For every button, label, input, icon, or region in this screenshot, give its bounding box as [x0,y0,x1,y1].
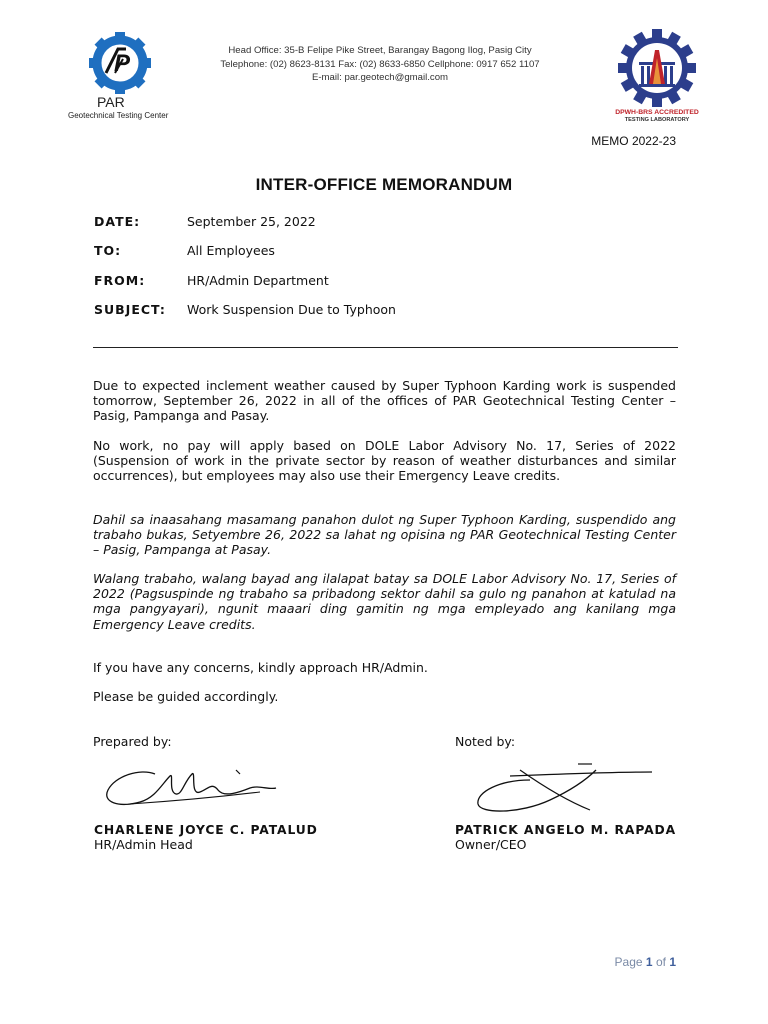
accreditation-subtitle: TESTING LABORATORY [624,117,690,123]
concerns-line: If you have any concerns, kindly approach HR/Admin. [93,660,428,675]
memo-title: INTER-OFFICE MEMORANDUM [255,175,513,194]
field-subject-label: SUBJECT: [94,302,166,317]
page-total: 1 [669,955,676,969]
seal-gear-icon [612,28,702,108]
svg-text:P: P [114,50,131,77]
field-from-value: HR/Admin Department [187,273,329,288]
company-subtitle: Geotechnical Testing Center [68,111,169,120]
prepared-by-role: HR/Admin Head [94,837,193,852]
phone-line: Telephone: (02) 8623-8131 Fax: (02) 8633-6850 Cellphone: 0917 652 1107 [220,58,540,70]
header-divider [93,347,678,348]
email-line: E-mail: par.geotech@gmail.com [311,72,449,83]
letterhead-contact [190,44,570,85]
prepared-by-label: Prepared by: [93,734,172,749]
guided-line: Please be guided accordingly. [93,689,279,704]
noted-by-role: Owner/CEO [455,837,527,852]
address-line: Head Office: 35-B Felipe Pike Street, Barangay Bagong Ilog, Pasig City [228,45,532,56]
noted-by-name: PATRICK ANGELO M. RAPADA [455,823,677,837]
field-subject-value: Work Suspension Due to Typhoon [187,302,396,317]
paragraph-filipino-1: Dahil sa inaasahang masamang panahon dulot ng Super Typhoon Karding, suspendido ang trabaho bukas, Setyembre 26, 2022 sa lahat ng opisina ng PAR Geotechnical Testing Center – Pasig, Pampanga at Pasay. [93,512,676,558]
signature-patrick [470,760,660,820]
company-logo [60,30,180,125]
paragraph-english-1: Due to expected inclement weather caused by Super Typhoon Karding work is suspended tomorrow, September 26, 2022 in all of the offices of PAR Geotechnical Testing Center – Pasig, Pampanga and Pasay. [93,378,676,424]
page-current: 1 [645,955,653,969]
field-date-label: DATE: [94,214,141,229]
page-of: of [655,955,666,969]
memo-number: MEMO 2022-23 [591,134,676,148]
page-number [615,955,676,969]
gear-logo-icon [60,30,180,96]
field-to-value: All Employees [187,243,275,258]
prepared-by-name: CHARLENE JOYCE C. PATALUD [94,823,318,837]
field-from-label: FROM: [94,273,146,288]
paragraph-english-2: No work, no pay will apply based on DOLE Labor Advisory No. 17, Series of 2022 (Suspension of work in the private sector by reason of weather disturbances and similar occurrences), but employees may also use their Emergency Leave credits. [93,438,676,484]
signature-charlene [100,762,290,822]
accreditation-title: DPWH-BRS ACCREDITED [615,109,699,116]
paragraph-filipino-2: Walang trabaho, walang bayad ang ilalapat batay sa DOLE Labor Advisory No. 17, Series of 2022 (Pagsuspinde ng trabaho sa pribadong sektor dahil sa gulo ng panahon at katulad na mga pangyayari), ngunit maaari ding gamitin ng mga empleyado ang kanilang mga Emergency Leave credits. [93,571,676,632]
accreditation-seal [612,28,702,126]
page-prefix: Page [614,955,643,969]
field-date-value: September 25, 2022 [187,214,316,229]
noted-by-label: Noted by: [455,734,516,749]
field-to-label: TO: [94,243,122,258]
company-name: PAR [97,94,125,110]
